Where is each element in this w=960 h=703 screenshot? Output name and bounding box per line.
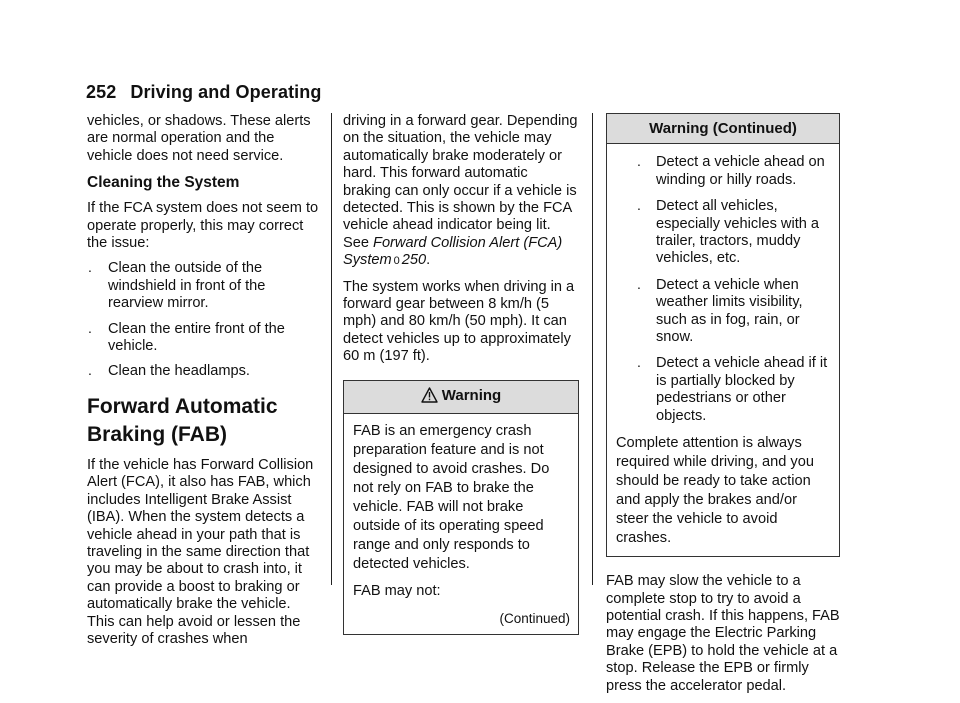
warning-continued-body bbox=[607, 144, 839, 556]
bullet-icon: . bbox=[88, 362, 92, 379]
list-item: . Detect all vehicles, especially vehicles with a trailer, tractors, muddy vehicles, etc. bbox=[637, 197, 820, 267]
cross-reference-link[interactable]: Forward Collision Alert (FCA) System bbox=[343, 234, 563, 269]
bullet-icon: . bbox=[637, 354, 641, 371]
page-header bbox=[86, 82, 321, 103]
warning-box bbox=[343, 380, 579, 635]
column-divider bbox=[592, 113, 593, 585]
intro-paragraph: vehicles, or shadows. These alerts are normal operation and the vehicle does not need service. bbox=[87, 113, 311, 164]
fab-paragraph: If the vehicle has Forward Collision Alert (FCA), it also has FAB, which includes Intelligent Brake Assist (IBA). When the system detects a vehicle ahead in your path that is traveling in the same direction that you may be about to crash into, it can provide a boost to braking or automatically brake the vehicle. This can help avoid or lessen the severity of crashes when bbox=[87, 456, 314, 647]
speed-range-paragraph: The system works when driving in a forward gear between 8 km/h (5 mph) and 80 km/h (50 mph). It can detect vehicles up to approximately 60 m (197 ft). bbox=[343, 278, 575, 365]
fab-may-not-list bbox=[616, 154, 831, 425]
column-3 bbox=[606, 113, 840, 703]
warning-closing-paragraph: Complete attention is always required while driving, and you should be ready to take action and apply the brakes and/or steer the vehicle to avoid crashes. bbox=[616, 435, 814, 547]
cross-reference-page[interactable]: 250 bbox=[401, 252, 427, 269]
epb-paragraph: FAB may slow the vehicle to a complete stop to try to avoid a potential crash. If this happens, FAB may engage the Electric Parking Brake (EPB) to hold the vehicle at a stop. Release the EPB or firmly press the accelerator pedal. bbox=[606, 573, 840, 694]
warning-paragraph: FAB is an emergency crash preparation feature and is not designed to avoid crashes. Do not rely on FAB to brake the vehicle. FAB will not brake outside of its operating speed range and only responds to detected vehicles. bbox=[353, 423, 550, 573]
list-item: . Detect a vehicle when weather limits visibility, such as in fog, rain, or snow. bbox=[637, 275, 803, 346]
column-1 bbox=[87, 113, 319, 656]
list-item: . Detect a vehicle ahead on winding or hilly roads. bbox=[637, 153, 825, 188]
bullet-icon: . bbox=[88, 259, 92, 276]
warning-continued-header: Warning (Continued) bbox=[607, 114, 839, 144]
warning-continued-box bbox=[606, 113, 840, 557]
warning-body bbox=[344, 414, 578, 634]
list-item: . Clean the outside of the windshield in front of the rearview mirror. bbox=[88, 259, 266, 312]
list-item: . Clean the entire front of the vehicle. bbox=[88, 319, 285, 355]
page-title: Driving and Operating bbox=[130, 82, 322, 102]
bullet-icon: . bbox=[637, 153, 641, 170]
list-item: . Detect a vehicle ahead if it is partially blocked by pedestrians or other objects. bbox=[637, 354, 828, 424]
continued-label: (Continued) bbox=[499, 611, 570, 627]
warning-title: Warning bbox=[441, 386, 502, 404]
column-divider bbox=[331, 113, 332, 585]
page-number: 252 bbox=[86, 82, 117, 102]
cleaning-paragraph: If the FCA system does not seem to operate properly, this may correct the issue: bbox=[87, 200, 319, 252]
bullet-icon: . bbox=[88, 319, 92, 336]
cleaning-heading: Cleaning the System bbox=[87, 174, 240, 192]
warning-triangle-icon bbox=[421, 387, 438, 407]
column-2 bbox=[343, 113, 579, 635]
warning-paragraph: FAB may not: bbox=[353, 583, 441, 600]
section-heading: Forward Automatic Braking (FAB) bbox=[87, 394, 278, 446]
bullet-icon: . bbox=[637, 197, 641, 214]
bullet-icon: . bbox=[637, 275, 641, 292]
cleaning-list bbox=[87, 260, 319, 380]
page-reference-icon: 0 bbox=[393, 255, 400, 268]
warning-header bbox=[344, 381, 578, 414]
fab-continued-paragraph: driving in a forward gear. Depending on the situation, the vehicle may automatically brake moderately or hard. This forward automatic braking can only occur if a vehicle is detected. This is shown by the FCA vehicle ahead indicator being lit. See Forward Collision Alert (FCA) System 0 250. bbox=[343, 113, 578, 269]
list-item: . Clean the headlamps. bbox=[88, 362, 250, 380]
